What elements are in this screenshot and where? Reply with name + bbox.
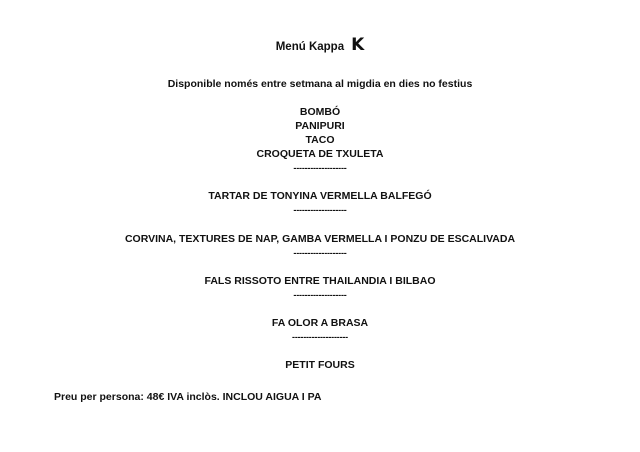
course-rissoto: FALS RISSOTO ENTRE THAILANDIA I BILBAO (204, 275, 436, 287)
course-separator: ------------------- (293, 290, 347, 300)
course-separator: ------------------- (293, 163, 347, 173)
menu-title: Menú Kappa (275, 41, 345, 53)
starter-item: BOMBÓ (299, 106, 341, 118)
course-separator: ------------------- (293, 248, 347, 258)
course-brasa: FA OLOR A BRASA (271, 317, 369, 329)
course-separator: ------------------- (293, 205, 347, 215)
starter-item: CROQUETA DE TXULETA (256, 148, 384, 160)
course-corvina: CORVINA, TEXTURES DE NAP, GAMBA VERMELLA I PONZU DE ESCALIVADA (124, 233, 516, 245)
starter-item: TACO (305, 134, 335, 146)
price-note: Preu per persona: 48€ IVA inclòs. INCLOU AIGUA I PA (54, 391, 322, 403)
starter-item: PANIPURI (295, 120, 345, 132)
course-petit-fours: PETIT FOURS (285, 359, 355, 371)
availability-note: Disponible només entre setmana al migdia en dies no festius (167, 78, 473, 90)
menu-title-row (0, 35, 640, 55)
kappa-logo: K (351, 35, 365, 55)
course-separator: -------------------- (292, 332, 348, 342)
course-tartar: TARTAR DE TONYINA VERMELLA BALFEGÓ (208, 190, 432, 202)
